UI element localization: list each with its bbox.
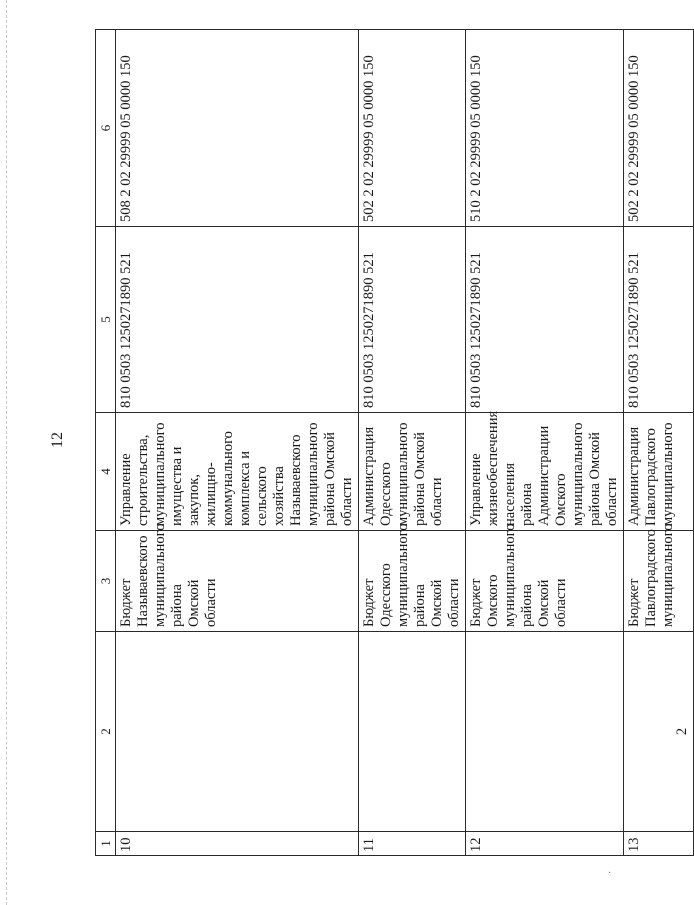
- table-row: [466, 30, 624, 856]
- row-expense-code: 810 0503 1250271890 521: [624, 227, 694, 413]
- column-header: 1: [96, 832, 116, 856]
- row-income-code: 510 2 02 29999 05 0000 150: [466, 30, 624, 227]
- rotated-table-frame: [95, 30, 690, 856]
- table-wrapper: [95, 30, 690, 856]
- page-edge-line: [6, 0, 7, 905]
- table-row: [624, 30, 694, 856]
- column-header: 3: [96, 531, 116, 632]
- table-row: [359, 30, 466, 856]
- row-expense-code: 810 0503 1250271890 521: [359, 227, 466, 413]
- column-header: 2: [96, 632, 116, 832]
- row-col2: 2: [624, 632, 694, 832]
- row-budget: Бюджет Павлоградского муниципального: [624, 531, 694, 632]
- row-expense-code: 810 0503 1250271890 521: [116, 227, 359, 413]
- row-number: 10: [116, 832, 359, 856]
- row-administrator: Управление жизнеобеспечения населения района Администрации Омского муниципального района Омской области: [466, 413, 624, 531]
- page-number: 12: [49, 432, 66, 448]
- table-row: [116, 30, 359, 856]
- scan-mark: ·: [608, 868, 612, 879]
- column-header: 5: [96, 227, 116, 413]
- row-number: 11: [359, 832, 466, 856]
- row-col2: [466, 632, 624, 832]
- row-administrator: Управление строительства, муниципального имущества и закупок, жилищно-коммунального комплекса и сельского хозяйства Называевского муниципального района Омской области: [116, 413, 359, 531]
- row-number: 13: [624, 832, 694, 856]
- column-header: 4: [96, 413, 116, 531]
- row-administrator: Администрация Павлоградского муниципального: [624, 413, 694, 531]
- row-expense-code: 810 0503 1250271890 521: [466, 227, 624, 413]
- row-col2: [116, 632, 359, 832]
- row-col2: [359, 632, 466, 832]
- row-administrator: Администрация Одесского муниципального района Омской области: [359, 413, 466, 531]
- row-budget: Бюджет Одесского муниципального района Омской области: [359, 531, 466, 632]
- row-budget: Бюджет Омского муниципального района Омской области: [466, 531, 624, 632]
- column-header: 6: [96, 30, 116, 227]
- allocation-table: [95, 29, 694, 856]
- row-budget: Бюджет Называевского муниципального района Омской области: [116, 531, 359, 632]
- row-number: 12: [466, 832, 624, 856]
- row-income-code: 502 2 02 29999 05 0000 150: [359, 30, 466, 227]
- row-income-code: 508 2 02 29999 05 0000 150: [116, 30, 359, 227]
- row-income-code: 502 2 02 29999 05 0000 150: [624, 30, 694, 227]
- header-row: [96, 30, 116, 856]
